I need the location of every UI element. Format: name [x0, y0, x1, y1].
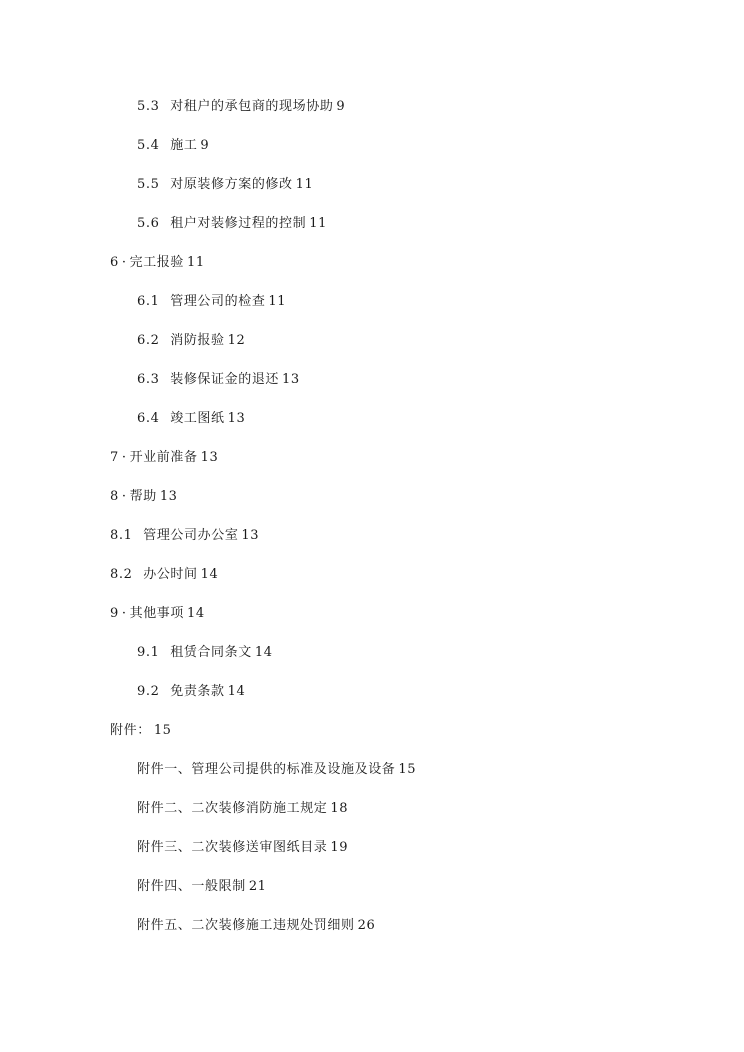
toc-title: 附件一、管理公司提供的标准及设施及设备 — [137, 762, 396, 777]
toc-separator — [162, 333, 167, 348]
toc-entry — [137, 177, 313, 193]
toc-separator — [162, 684, 167, 699]
toc-page-number: 11 — [268, 294, 287, 309]
toc-title: 免责条款 — [170, 684, 225, 699]
toc-entry — [137, 684, 245, 700]
toc-page-number: 13 — [200, 450, 219, 465]
toc-number: 5.4 — [137, 138, 160, 153]
toc-entry — [137, 879, 267, 895]
toc-page-number: 21 — [248, 879, 267, 894]
toc-title: 开业前准备 — [129, 450, 198, 465]
toc-separator — [162, 411, 167, 426]
toc-number: 6.2 — [137, 333, 160, 348]
toc-entry — [110, 567, 218, 583]
toc-title: 竣工图纸 — [170, 411, 225, 426]
toc-title: 附件三、二次装修送审图纸目录 — [137, 840, 328, 855]
toc-entry — [137, 372, 300, 388]
toc-number: 9 — [110, 606, 119, 621]
toc-number: 6.3 — [137, 372, 160, 387]
toc-page-number: 9 — [336, 99, 346, 114]
toc-title: 帮助 — [129, 489, 157, 504]
toc-page-number: 9 — [200, 138, 210, 153]
toc-title: 施工 — [170, 138, 198, 153]
toc-entry — [110, 528, 259, 544]
toc-entry — [137, 294, 286, 310]
toc-separator — [162, 99, 167, 114]
toc-separator: · — [121, 450, 127, 465]
toc-title: 其他事项 — [129, 606, 185, 621]
toc-separator — [135, 567, 140, 582]
toc-entry — [137, 918, 375, 934]
toc-separator — [162, 645, 167, 660]
toc-separator: · — [121, 255, 127, 270]
toc-page-number: 11 — [309, 216, 327, 231]
toc-entry — [137, 801, 348, 817]
toc-page-number: 14 — [200, 567, 219, 582]
toc-separator — [162, 216, 167, 231]
toc-title: 完工报验 — [129, 255, 185, 270]
toc-entry — [137, 840, 348, 856]
toc-title: 对原装修方案的修改 — [170, 177, 293, 192]
toc-title: 附件： — [110, 723, 151, 738]
toc-number: 8.2 — [110, 567, 133, 582]
toc-entry — [137, 216, 327, 232]
toc-entry — [137, 333, 245, 349]
toc-separator: · — [121, 489, 127, 504]
toc-entry — [110, 255, 205, 271]
toc-number: 5.6 — [137, 216, 160, 231]
toc-page-number: 19 — [330, 840, 349, 855]
toc-page-number: 14 — [227, 684, 246, 699]
toc-page-number: 13 — [241, 528, 260, 543]
toc-page-number: 13 — [159, 489, 178, 504]
toc-separator — [162, 294, 167, 309]
toc-title: 附件四、一般限制 — [137, 879, 246, 894]
toc-number: 8.1 — [110, 528, 133, 543]
toc-title: 管理公司办公室 — [143, 528, 239, 543]
toc-entry — [137, 645, 273, 661]
toc-number: 8 — [110, 489, 119, 504]
toc-page-number: 14 — [187, 606, 205, 621]
toc-page-number: 11 — [295, 177, 314, 192]
toc-number: 6 — [110, 255, 119, 270]
toc-title: 附件五、二次装修施工违规处罚细则 — [137, 918, 355, 933]
toc-separator — [135, 528, 140, 543]
toc-entry — [110, 606, 205, 622]
toc-entry — [137, 138, 209, 154]
toc-entry — [137, 99, 345, 115]
toc-entry — [110, 450, 218, 466]
toc-number: 5.5 — [137, 177, 160, 192]
toc-page-number: 13 — [282, 372, 300, 387]
toc-entry — [137, 411, 245, 427]
toc-separator: · — [121, 606, 127, 621]
toc-entry — [110, 489, 178, 505]
toc-page-number: 13 — [227, 411, 246, 426]
toc-number: 9.2 — [137, 684, 160, 699]
toc-title: 管理公司的检查 — [170, 294, 266, 309]
toc-title: 办公时间 — [143, 567, 198, 582]
toc-entry — [110, 723, 172, 739]
toc-title: 装修保证金的退还 — [170, 372, 280, 387]
toc-page-number: 15 — [153, 723, 172, 738]
toc-title: 租户对装修过程的控制 — [170, 216, 307, 231]
toc-title: 附件二、二次装修消防施工规定 — [137, 801, 328, 816]
toc-title: 对租户的承包商的现场协助 — [170, 99, 334, 114]
toc-number: 5.3 — [137, 99, 160, 114]
toc-page-number: 18 — [330, 801, 349, 816]
toc-title: 消防报验 — [170, 333, 225, 348]
toc-page-number: 11 — [187, 255, 205, 270]
toc-entry — [137, 762, 416, 778]
toc-page-number: 15 — [398, 762, 417, 777]
toc-number: 6.1 — [137, 294, 160, 309]
toc-title: 租赁合同条文 — [170, 645, 252, 660]
toc-separator — [162, 138, 167, 153]
toc-separator — [162, 372, 167, 387]
toc-page-number: 14 — [254, 645, 273, 660]
toc-page-number: 12 — [227, 333, 246, 348]
toc-separator — [162, 177, 167, 192]
toc-number: 6.4 — [137, 411, 160, 426]
toc-page-number: 26 — [357, 918, 376, 933]
toc-number: 7 — [110, 450, 119, 465]
toc-number: 9.1 — [137, 645, 160, 660]
